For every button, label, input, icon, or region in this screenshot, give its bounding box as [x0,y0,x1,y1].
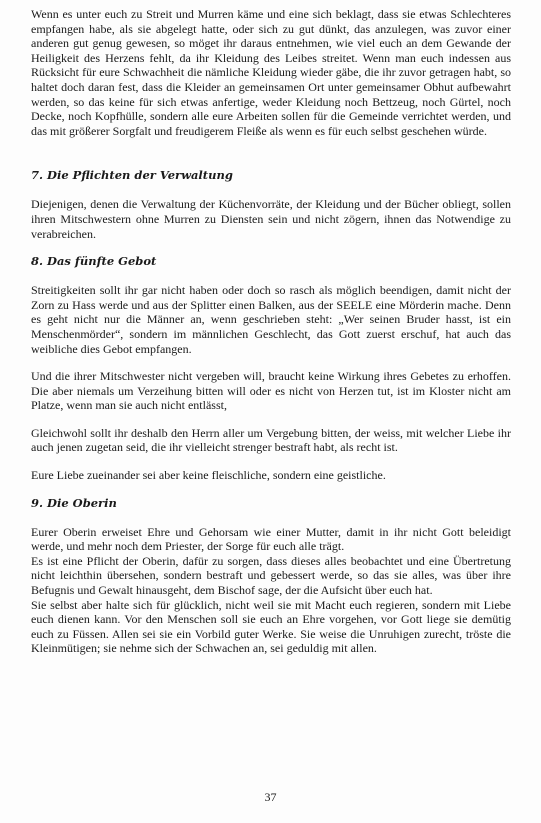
heading-section-9: 9. Die Oberin [31,495,117,510]
heading-section-8: 8. Das fünfte Gebot [31,254,157,269]
paragraph-forgiveness: Und die ihrer Mitschwester nicht vergeben will, braucht keine Wirkung ihres Gebetes zu erhoffen. Die aber niemals um Verzeihung bitten will oder es nicht von Herzen tut, ist im Kloster nicht am Platze, wenn man sie auch nicht entlässt, [31,369,511,413]
paragraph-pardon: Gleichwohl sollt ihr deshalb den Herrn aller um Vergebung bitten, der weiss, mit welcher Liebe ihr auch jenen zugetan seid, die ihr vielleicht strenger bestraft habt, als recht ist. [31,425,511,455]
paragraph-administration: Diejenigen, denen die Verwaltung der Küchenvorräte, der Kleidung und der Bücher obliegt, sollen ihren Mitschwestern ohne Murren zu Diensten sein und nicht zögern, ihnen das Notwendige zu verabreichen. [31,197,511,241]
paragraph-obedience: Eurer Oberin erweiset Ehre und Gehorsam wie einer Mutter, damit in ihr nicht Gott beleidigt werde, und mehr noch dem Priester, der Sorge für euch alle trägt. [31,524,511,554]
paragraph-clothing: Wenn es unter euch zu Streit und Murren käme und eine sich beklagt, dass sie etwas Schlechteres empfangen habe, als sie abgelegt hatte, oder sich zu gut dünkt, das anzulegen, was zuvor einer anderen gut genug gewesen, so möget ihr daraus entnehmen, wie viel euch an dem Gewande der Heiligkeit des Herzens fehlt, da ihr Kleidung des Leibes streitet. Wenn man euch indessen aus Rücksicht für eure Schwachheit die nämliche Kleidung wieder gäbe, die ihr zuvor getragen habt, so haltet doch daran fest, dass die Kleider an gemeinsamen Ort unter gemeinsamer Obhut aufbewahrt werden, so das keine für sich etwas anfertige, weder Kleidung noch Bettzeug, noch Gürtel, noch Decke, noch Kopfhülle, sondern alle eure Arbeiten sollen für die Gemeinde verrichtet werden, und das mit größerer Sorgfalt und freudigerem Fleiße als wenn es für euch selbst geschehen würde. [31,7,511,138]
paragraph-humility: Sie selbst aber halte sich für glücklich, nicht weil sie mit Macht euch regieren, sondern mit Liebe euch dienen kann. Vor den Menschen soll sie euch an Ehre vorgehen, vor Gott liege sie demütig euch zu Füssen. Allen sei sie ein Vorbild guter Werke. Sie weise die Unruhigen zurecht, tröste die Kleinmütigen; sie nehme sich der Schwachen an, sei geduldig mit allen. [31,597,511,656]
heading-section-7: 7. Die Pflichten der Verwaltung [31,168,233,183]
paragraph-love: Eure Liebe zueinander sei aber keine fleischliche, sondern eine geistliche. [31,468,386,483]
paragraph-duty: Es ist eine Pflicht der Oberin, dafür zu sorgen, dass dieses alles beobachtet und eine Übertretung nicht leichthin übersehen, sondern bestraft und gebessert werde, so das sie alles, was über ihre Befugnis und Gewalt hinausgeht, dem Bischof sage, der die Aufsicht über euch hat. [31,553,511,598]
page-body [31,7,511,656]
page-number: 37 [264,790,277,804]
paragraph-quarrels: Streitigkeiten sollt ihr gar nicht haben oder doch so rasch als möglich beendigen, damit nicht der Zorn zu Hass werde und aus der Splitter einen Balken, aus der SEELE eine Mörderin mache. Denn es geht nicht nur die Männer an, wenn geschrieben steht: „Wer seinen Bruder hasst, ist ein Menschenmörder“, sondern im männlichen Geschlecht, das Gott zuerst erschuf, hat auch das weibliche dies Gebot empfangen. [31,283,511,356]
